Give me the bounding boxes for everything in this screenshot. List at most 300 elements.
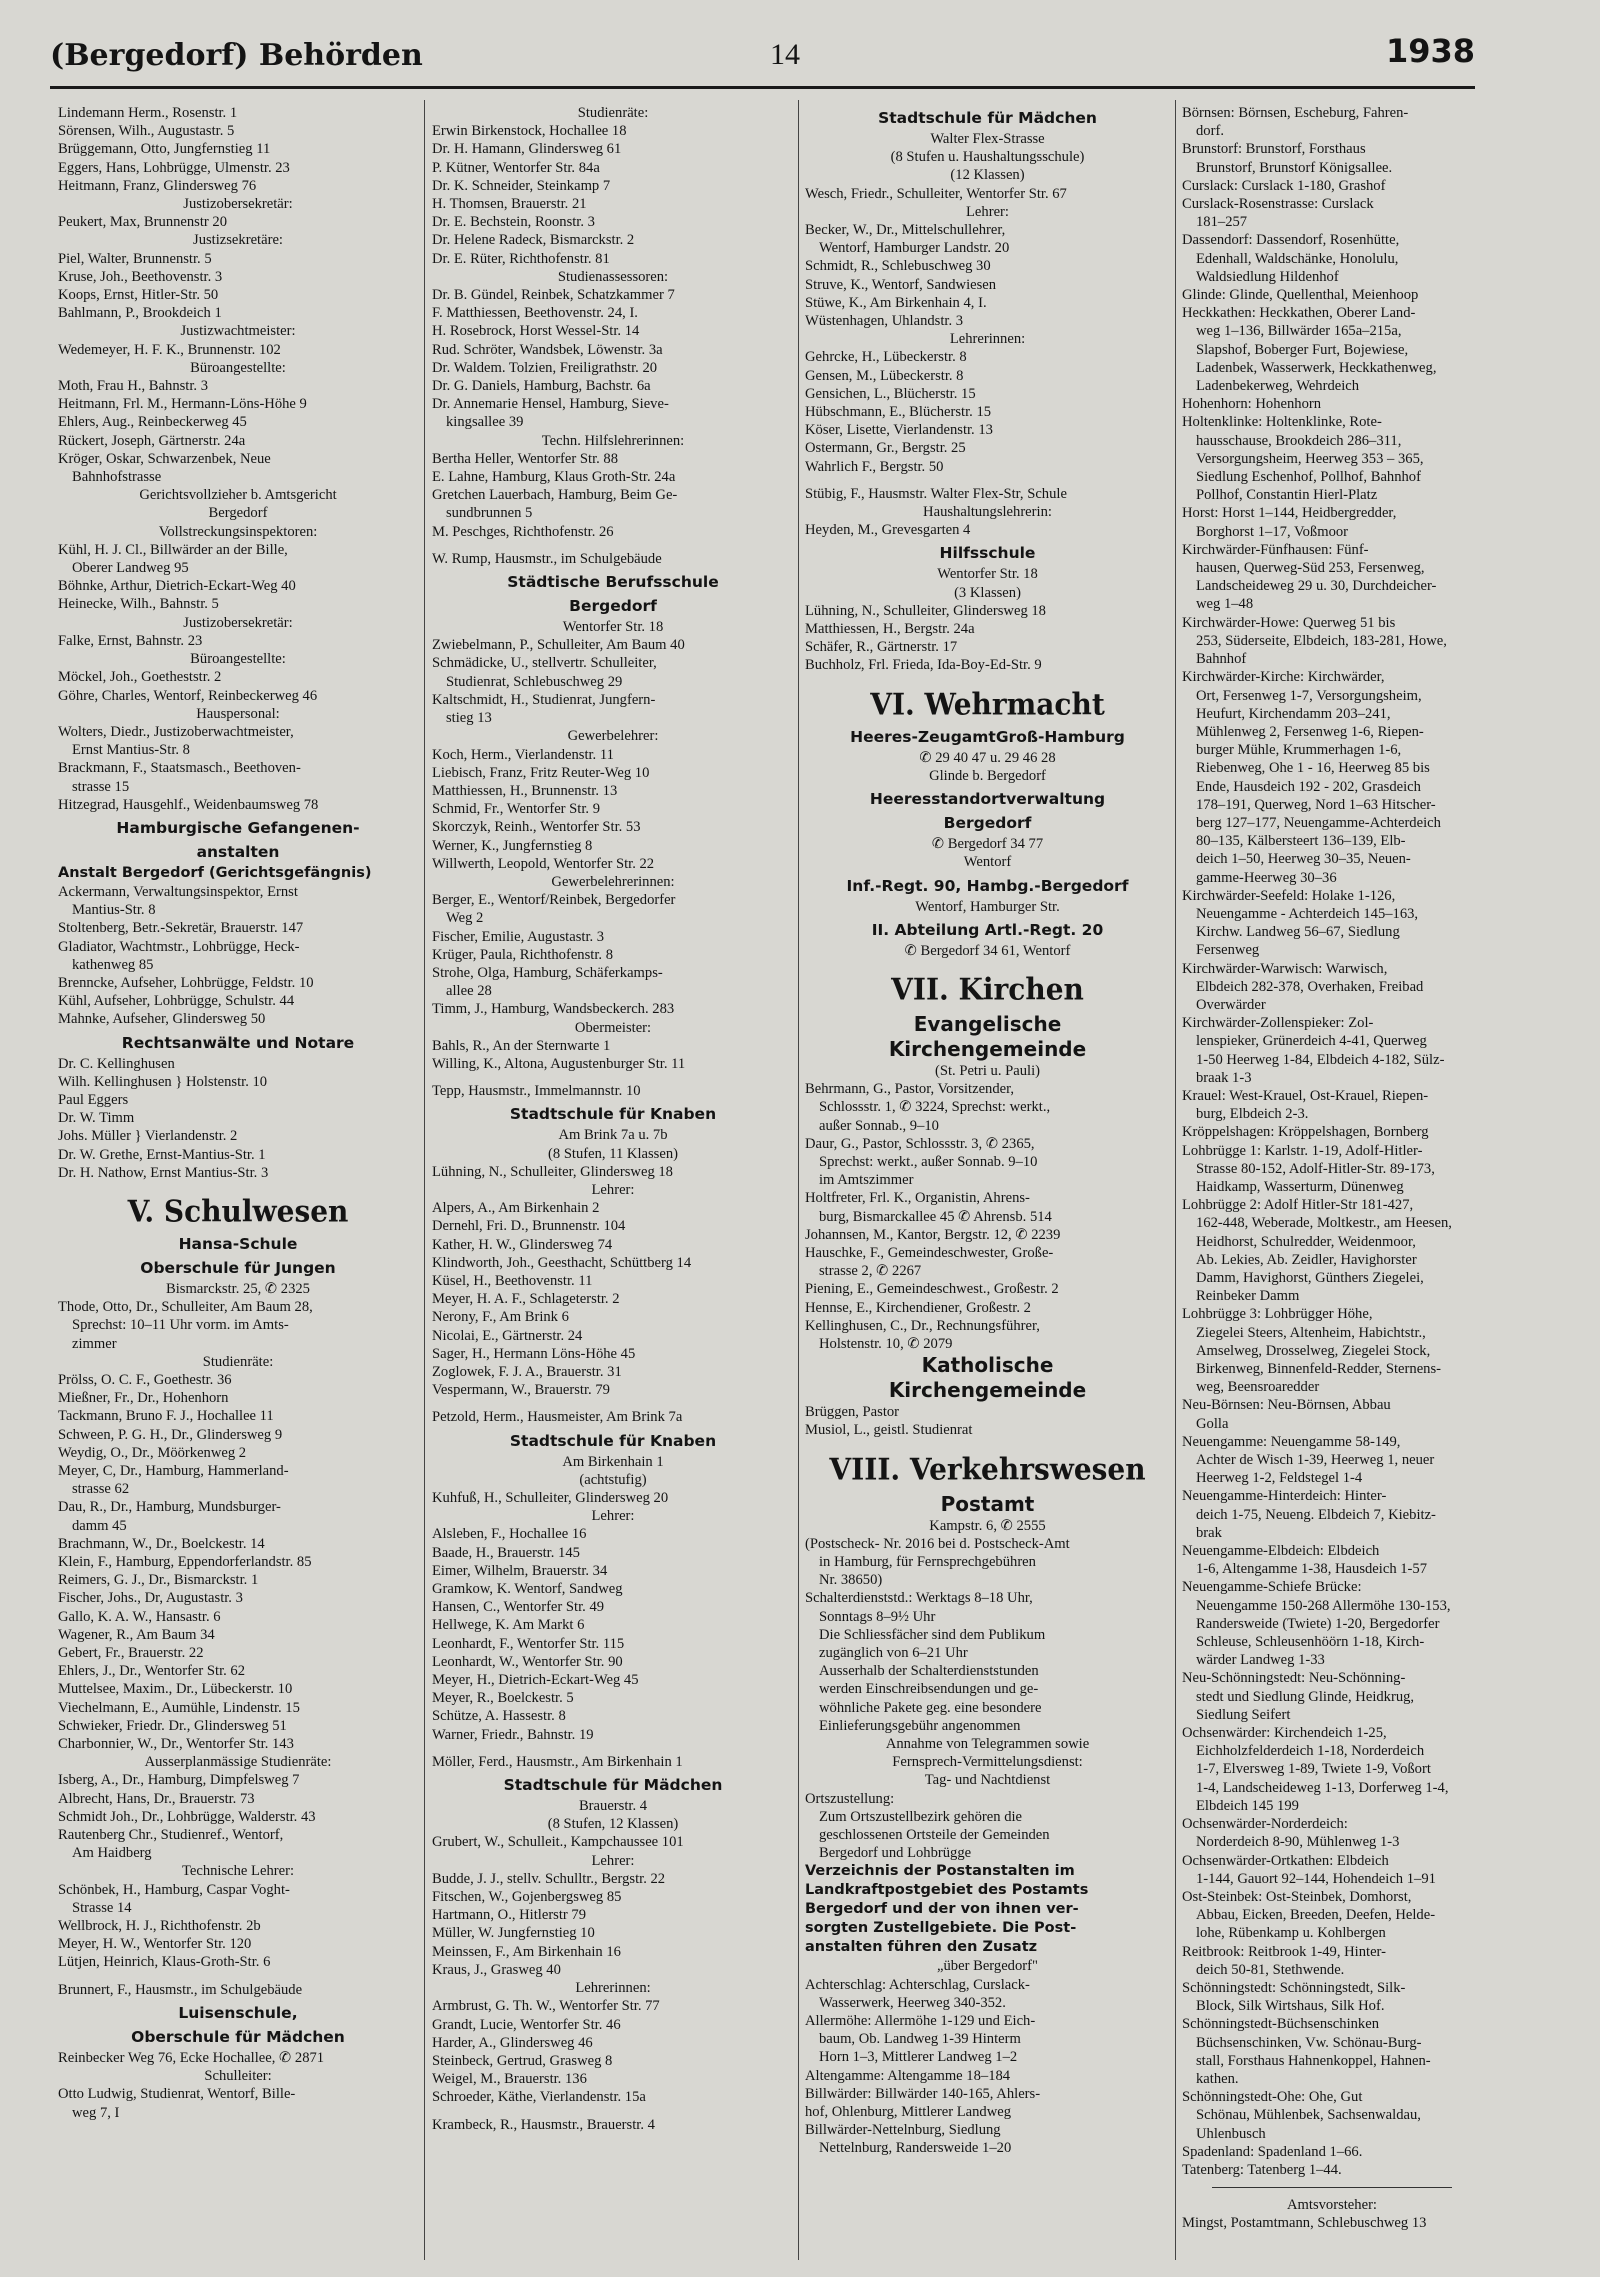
entry-continuation: 1-50 Heerweg 1-84, Elbdeich 4-182, Sülz- bbox=[1196, 1051, 1445, 1068]
subheading-line: Kampstr. 6, ✆ 2555 bbox=[929, 1517, 1046, 1534]
entry-line: Matthiessen, H., Bergstr. 24a bbox=[805, 621, 975, 638]
entry-line: Albrecht, Hans, Dr., Brauerstr. 73 bbox=[58, 1790, 255, 1807]
entry-line: Brenncke, Aufseher, Lohbrügge, Feldstr. 10 bbox=[58, 974, 314, 991]
subheading-line: Lehrer: bbox=[591, 1852, 635, 1869]
entry-continuation: hausen, Querweg-Süd 253, Fersenweg, bbox=[1196, 560, 1425, 577]
section-title: Oberschule für Jungen bbox=[140, 1258, 336, 1277]
chapter-title: VI. Wehrmacht bbox=[870, 686, 1105, 722]
entry-line: Dr. W. Timm bbox=[58, 1110, 135, 1127]
section-heading: (Bergedorf) Behörden bbox=[50, 38, 423, 73]
entry-continuation: stieg 13 bbox=[446, 710, 492, 727]
entry-line: Johannsen, M., Kantor, Bergstr. 12, ✆ 2239 bbox=[805, 1226, 1061, 1243]
spacer bbox=[58, 1972, 418, 1981]
entry-line: Dr. W. Grethe, Ernst-Mantius-Str. 1 bbox=[58, 1146, 266, 1163]
entry-line: Eggers, Hans, Lohbrügge, Ulmenstr. 23 bbox=[58, 159, 290, 176]
entry-continuation: Schlossstr. 1, ✆ 3224, Sprechst: werkt., bbox=[819, 1099, 1051, 1116]
entry-line: Wilh. Kellinghusen } Holstenstr. 10 bbox=[58, 1073, 268, 1090]
entry-line: Behrmann, G., Pastor, Vorsitzender, bbox=[805, 1081, 1015, 1098]
entry-line: Nerony, F., Am Brink 6 bbox=[432, 1309, 569, 1326]
entry-line: Möller, Ferd., Hausmstr., Am Birkenhain 1 bbox=[432, 1753, 683, 1770]
column-divider bbox=[424, 100, 425, 2260]
entry-line: Achterschlag: Achterschlag, Curslack- bbox=[805, 1976, 1030, 1993]
entry-line: Grubert, W., Schulleit., Kampchaussee 101 bbox=[432, 1834, 684, 1851]
entry-line: Willing, K., Altona, Augustenburger Str. 11 bbox=[432, 1055, 686, 1072]
entry-line: Kaltschmidt, H., Studienrat, Jungfern- bbox=[432, 691, 656, 708]
entry-line: Dr. H. Hamann, Glindersweg 61 bbox=[432, 141, 622, 158]
subheading-line: Haushaltungslehrerin: bbox=[923, 504, 1052, 521]
entry-line: Reinbecker Weg 76, Ecke Hochallee, ✆ 2871 bbox=[58, 2049, 325, 2066]
entry-line: Reimers, G. J., Dr., Bismarckstr. 1 bbox=[58, 1572, 259, 1589]
entry-line: Kühl, H. J. Cl., Billwärder an der Bille, bbox=[58, 541, 288, 558]
entry-continuation: Pollhof, Constantin Hierl-Platz bbox=[1196, 487, 1378, 504]
entry-line: Lohbrügge 3: Lohbrügger Höhe, bbox=[1182, 1306, 1373, 1323]
entry-continuation: 181–257 bbox=[1196, 214, 1248, 231]
entry-continuation: brak bbox=[1196, 1524, 1222, 1541]
subheading-line: Studienassessoren: bbox=[557, 268, 669, 285]
entry-line: Neu-Schönningstedt: Neu-Schönning- bbox=[1182, 1670, 1406, 1687]
entry-line: Dr. Annemarie Hensel, Hamburg, Sieve- bbox=[432, 396, 669, 413]
entry-line: Erwin Birkenstock, Hochallee 18 bbox=[432, 123, 627, 140]
chapter-title: VII. Kirchen bbox=[891, 971, 1084, 1008]
entry-line: Tackmann, Bruno F. J., Hochallee 11 bbox=[58, 1408, 274, 1425]
subheading-line: Lehrer: bbox=[591, 1181, 635, 1198]
entry-continuation: Siedlung Seifert bbox=[1196, 1706, 1291, 1723]
entry-line: Tepp, Hausmstr., Immelmannstr. 10 bbox=[432, 1083, 641, 1100]
entry-line: Heckkathen: Heckkathen, Oberer Land- bbox=[1182, 305, 1416, 322]
entry-continuation: zimmer bbox=[72, 1335, 117, 1352]
entry-line: Warner, Friedr., Bahnstr. 19 bbox=[432, 1726, 594, 1743]
column-1 bbox=[58, 104, 418, 2259]
entry-line: Baade, H., Brauerstr. 145 bbox=[432, 1544, 580, 1561]
entry-line: Köser, Lisette, Vierlandenstr. 13 bbox=[805, 422, 993, 439]
entry-line: Schönningstedt-Büchsenschinken bbox=[1182, 2016, 1379, 2033]
entry-line: Stüwe, K., Am Birkenhain 4, I. bbox=[805, 294, 987, 311]
entry-line: H. Thomsen, Brauerstr. 21 bbox=[432, 196, 587, 213]
entry-continuation: Reinbeker Damm bbox=[1196, 1288, 1300, 1305]
section-title: Hamburgische Gefangenen- bbox=[116, 818, 360, 837]
entry-continuation: Oberer Landweg 95 bbox=[72, 560, 189, 577]
subheading-line: Studienräte: bbox=[577, 105, 649, 121]
entry-continuation: Studienrat, Schlebuschweg 29 bbox=[446, 673, 623, 690]
entry-line: Bertha Heller, Wentorfer Str. 88 bbox=[432, 450, 619, 467]
entry-continuation: 1-6, Altengamme 1-38, Hausdeich 1-57 bbox=[1196, 1561, 1428, 1578]
entry-continuation: Ernst Mantius-Str. 8 bbox=[72, 742, 190, 759]
entry-continuation: werden Einschreibsendungen und ge- bbox=[819, 1681, 1039, 1698]
entry-line: Hohenhorn: Hohenhorn bbox=[1182, 396, 1322, 413]
entry-line: Eimer, Wilhelm, Brauerstr. 34 bbox=[432, 1562, 608, 1579]
entry-continuation: weg 1–48 bbox=[1196, 596, 1254, 613]
entry-line: Hartmann, O., Hitlerstr 79 bbox=[432, 1907, 587, 1924]
subheading-line: ✆ Bergedorf 34 77 bbox=[931, 836, 1044, 853]
subheading-line: Justizobersekretär: bbox=[183, 614, 293, 631]
entry-line: Dr. C. Kellinghusen bbox=[58, 1055, 175, 1072]
entry-line: Tatenberg: Tatenberg 1–44. bbox=[1182, 2161, 1342, 2178]
entry-line: Lohbrügge 2: Adolf Hitler-Str 181-427, bbox=[1182, 1197, 1414, 1214]
entry-line: Kirchwärder-Kirche: Kirchwärder, bbox=[1182, 669, 1385, 686]
entry-continuation: stall, Forsthaus Hahnenkoppel, Hahnen- bbox=[1196, 2052, 1431, 2069]
entry-line: Schwieker, Friedr. Dr., Glindersweg 51 bbox=[58, 1717, 287, 1734]
subheading-line: Am Birkenhain 1 bbox=[562, 1453, 664, 1470]
entry-continuation: Holstenstr. 10, ✆ 2079 bbox=[819, 1335, 953, 1352]
subheading-line: Justizobersekretär: bbox=[183, 196, 293, 213]
subheading-line: (achtstufig) bbox=[579, 1471, 647, 1488]
entry-line: Thode, Otto, Dr., Schulleiter, Am Baum 28, bbox=[58, 1299, 313, 1316]
column-2 bbox=[432, 104, 794, 2259]
subheading-line: Gewerbelehrerinnen: bbox=[551, 873, 675, 890]
entry-line: Mingst, Postamtmann, Schlebuschweg 13 bbox=[1182, 2215, 1427, 2232]
entry-line: Neu-Börnsen: Neu-Börnsen, Abbau bbox=[1182, 1397, 1391, 1414]
entry-continuation: Landscheideweg 29 u. 30, Durchdeicher- bbox=[1196, 578, 1437, 595]
entry-line: Kather, H. W., Glindersweg 74 bbox=[432, 1236, 613, 1253]
entry-line: Krambeck, R., Hausmstr., Brauerstr. 4 bbox=[432, 2116, 655, 2133]
entry-line: Fischer, Emilie, Augustastr. 3 bbox=[432, 928, 605, 945]
subheading-line: Fernsprech-Vermittelungsdienst: bbox=[892, 1754, 1083, 1771]
entry-line: Ostermann, Gr., Bergstr. 25 bbox=[805, 440, 966, 457]
subheading-line: Büroangestellte: bbox=[190, 359, 286, 376]
section-title: Oberschule für Mädchen bbox=[131, 2027, 345, 2046]
section-title: Rechtsanwälte und Notare bbox=[121, 1033, 355, 1052]
entry-line: Liebisch, Franz, Fritz Reuter-Weg 10 bbox=[432, 764, 650, 781]
subheading-line: Büroangestellte: bbox=[190, 651, 286, 668]
entry-continuation: Bergedorf und Lohbrügge bbox=[819, 1845, 972, 1862]
entry-line: Bahls, R., An der Sternwarte 1 bbox=[432, 1037, 611, 1054]
entry-line: Gensichen, L., Blücherstr. 15 bbox=[805, 385, 976, 402]
subheading-line: Brauerstr. 4 bbox=[578, 1798, 648, 1815]
entry-line: Schalterdienststd.: Werktags 8–18 Uhr, bbox=[805, 1590, 1033, 1607]
entry-line: P. Kütner, Wentorfer Str. 84a bbox=[432, 159, 600, 176]
entry-line: Alpers, A., Am Birkenhain 2 bbox=[432, 1200, 600, 1217]
entry-continuation: weg 7, I bbox=[72, 2104, 120, 2121]
entry-line: Brunstorf: Brunstorf, Forsthaus bbox=[1182, 141, 1366, 158]
entry-line: Kirchwärder-Seefeld: Holake 1-126, bbox=[1182, 887, 1396, 904]
subheading-line: Lehrer: bbox=[591, 1508, 635, 1525]
section-title: Stadtschule für Knaben bbox=[509, 1105, 717, 1124]
entry-continuation: Bahnhofstrasse bbox=[72, 469, 162, 486]
entry-continuation: kathen. bbox=[1196, 2070, 1239, 2087]
entry-continuation: Achter de Wisch 1-39, Heerweg 1, neuer bbox=[1196, 1452, 1435, 1469]
subheading-line: Vollstreckungsinspektoren: bbox=[158, 523, 318, 540]
entry-line: Wesch, Friedr., Schulleiter, Wentorfer Str. 67 bbox=[805, 185, 1067, 202]
entry-continuation: burg, Bismarckallee 45 ✆ Ahrensb. 514 bbox=[819, 1208, 1052, 1225]
entry-continuation: weg, Beensroaredder bbox=[1196, 1379, 1320, 1396]
entry-continuation: Golla bbox=[1196, 1415, 1229, 1432]
entry-line: Skorczyk, Reinh., Wentorfer Str. 53 bbox=[432, 819, 641, 836]
entry-line: Gebert, Fr., Brauerstr. 22 bbox=[58, 1645, 204, 1662]
entry-continuation: Weg 2 bbox=[446, 910, 484, 927]
entry-line: Johs. Müller } Vierlandenstr. 2 bbox=[58, 1128, 238, 1145]
entry-line: Gramkow, K. Wentorf, Sandweg bbox=[432, 1581, 623, 1598]
entry-continuation: burg, Elbdeich 2-3. bbox=[1196, 1106, 1309, 1123]
subheading-line: Justizwachtmeister: bbox=[180, 323, 296, 340]
entry-line: Reitbrook: Reitbrook 1-49, Hinter- bbox=[1182, 1943, 1386, 1960]
section-title: Kirchengemeinde bbox=[888, 1378, 1087, 1403]
entry-line: Hennse, E., Kirchendiener, Großestr. 2 bbox=[805, 1299, 1031, 1316]
entry-line: Holtenklinke: Holtenklinke, Rote- bbox=[1182, 414, 1382, 431]
entry-line: Meyer, H., Dietrich-Eckart-Weg 45 bbox=[432, 1672, 639, 1689]
year-label: 1938 bbox=[1385, 32, 1475, 70]
subheading-line: Bergedorf bbox=[208, 505, 268, 522]
bold-line: Anstalt Bergedorf (Gerichtsgefängnis) bbox=[58, 864, 372, 881]
entry-continuation: Block, Silk Wirtshaus, Silk Hof. bbox=[1196, 1998, 1385, 2015]
entry-line: Curslack: Curslack 1-180, Grashof bbox=[1182, 177, 1386, 194]
entry-continuation: Randersweide (Twiete) 1-20, Bergedorfer bbox=[1196, 1615, 1440, 1632]
entry-line: Heinecke, Wilh., Bahnstr. 5 bbox=[58, 596, 219, 613]
entry-continuation: Ladenbekerweg, Wehrdeich bbox=[1196, 378, 1360, 395]
entry-line: Schönbek, H., Hamburg, Caspar Voght- bbox=[58, 1881, 290, 1898]
entry-continuation: Uhlenbusch bbox=[1196, 2125, 1266, 2142]
entry-line: Fischer, Johs., Dr, Augustastr. 3 bbox=[58, 1590, 243, 1607]
entry-line: Gladiator, Wachtmstr., Lohbrügge, Heck- bbox=[58, 938, 300, 955]
entry-line: Lohbrügge 1: Karlstr. 1-19, Adolf-Hitler- bbox=[1182, 1142, 1423, 1159]
entry-line: Sörensen, Wilh., Augustastr. 5 bbox=[58, 123, 235, 140]
entry-line: Muttelsee, Maxim., Dr., Lübeckerstr. 10 bbox=[58, 1681, 293, 1698]
entry-line: Meyer, C, Dr., Hamburg, Hammerland- bbox=[58, 1463, 289, 1479]
section-title: Hansa-Schule bbox=[178, 1234, 298, 1253]
entry-line: Böhnke, Arthur, Dietrich-Eckart-Weg 40 bbox=[58, 578, 296, 595]
subheading-line: Annahme von Telegrammen sowie bbox=[885, 1736, 1090, 1752]
entry-line: Kruse, Joh., Beethovenstr. 3 bbox=[58, 268, 223, 285]
entry-line: Petzold, Herm., Hausmeister, Am Brink 7a bbox=[432, 1409, 683, 1426]
entry-continuation: Bahnhof bbox=[1196, 651, 1247, 668]
entry-continuation: Zum Ortszustellbezirk gehören die bbox=[819, 1808, 1023, 1825]
entry-continuation: außer Sonnab., 9–10 bbox=[819, 1117, 939, 1134]
entry-line: Krüger, Paula, Richthofenstr. 8 bbox=[432, 946, 613, 963]
entry-line: Mießner, Fr., Dr., Hohenhorn bbox=[58, 1390, 229, 1407]
spacer bbox=[432, 2107, 794, 2116]
entry-line: Ehlers, J., Dr., Wentorfer Str. 62 bbox=[58, 1663, 246, 1680]
entry-line: W. Rump, Hausmstr., im Schulgebäude bbox=[432, 550, 662, 567]
entry-line: Kirchwärder-Zollenspieker: Zol- bbox=[1182, 1015, 1374, 1032]
entry-line: Zwiebelmann, P., Schulleiter, Am Baum 40 bbox=[432, 637, 685, 654]
subheading-line: Wentorf bbox=[963, 854, 1012, 871]
entry-line: Dernehl, Fri. D., Brunnenstr. 104 bbox=[432, 1218, 626, 1235]
entry-line: Armbrust, G. Th. W., Wentorfer Str. 77 bbox=[432, 1998, 660, 2015]
column-4 bbox=[1182, 104, 1482, 2259]
entry-line: Horst: Horst 1–144, Heidbergredder, bbox=[1182, 505, 1397, 522]
entry-line: Hitzegrad, Hausgehlf., Weidenbaumsweg 78 bbox=[58, 796, 319, 813]
entry-continuation: berg 127–177, Neuengamme-Achterdeich bbox=[1196, 814, 1441, 831]
entry-line: Schönningstedt-Ohe: Ohe, Gut bbox=[1182, 2089, 1363, 2106]
entry-continuation: 1-7, Elversweg 1-89, Twiete 1-9, Voßort bbox=[1196, 1761, 1431, 1778]
subheading-line: ✆ Bergedorf 34 61, Wentorf bbox=[904, 942, 1071, 959]
entry-continuation: Haidkamp, Wasserturm, Dünenweg bbox=[1196, 1178, 1404, 1195]
spacer bbox=[805, 476, 1170, 485]
section-title: Heeres-ZeugamtGroß-Hamburg bbox=[850, 727, 1125, 746]
entry-line: Dr. E. Bechstein, Roonstr. 3 bbox=[432, 214, 595, 231]
entry-line: Dr. H. Nathow, Ernst Mantius-Str. 3 bbox=[58, 1164, 269, 1181]
entry-line: Schmidt, R., Schlebuschweg 30 bbox=[805, 258, 991, 275]
entry-line: Krauel: West-Krauel, Ost-Krauel, Riepen- bbox=[1182, 1087, 1429, 1104]
spacer bbox=[432, 1073, 794, 1082]
chapter-title: VIII. Verkehrswesen bbox=[829, 1451, 1146, 1487]
entry-line: Börnsen: Börnsen, Escheburg, Fahren- bbox=[1182, 105, 1409, 121]
entry-line: Budde, J. J., stellv. Schulltr., Bergstr. 22 bbox=[432, 1870, 666, 1887]
entry-line: Neuengamme-Hinterdeich: Hinter- bbox=[1182, 1488, 1387, 1505]
entry-line: Otto Ludwig, Studienrat, Wentorf, Bille- bbox=[58, 2086, 296, 2103]
entry-line: Rautenberg Chr., Studienref., Wentorf, bbox=[58, 1827, 284, 1844]
subheading-line: Walter Flex-Strasse bbox=[930, 131, 1045, 147]
bold-line: anstalten führen den Zusatz bbox=[805, 1939, 1038, 1956]
subheading-line: Gewerbelehrer: bbox=[567, 728, 659, 745]
entry-line: Schmidt Joh., Dr., Lohbrügge, Walderstr. 43 bbox=[58, 1808, 316, 1825]
page-header bbox=[50, 26, 1475, 89]
entry-line: Dr. K. Schneider, Steinkamp 7 bbox=[432, 177, 611, 194]
entry-continuation: Ab. Lekies, Ab. Zeidler, Havighorster bbox=[1196, 1251, 1417, 1268]
section-title: anstalten bbox=[196, 842, 280, 861]
entry-line: Ochsenwärder-Norderdeich: bbox=[1182, 1816, 1348, 1833]
entry-line: Billwärder-Nettelnburg, Siedlung bbox=[805, 2122, 1001, 2139]
entry-continuation: wärder Landweg 1-33 bbox=[1196, 1652, 1325, 1669]
section-title: Postamt bbox=[940, 1491, 1035, 1516]
entry-line: Ortszustellung: bbox=[805, 1790, 895, 1807]
entry-continuation: 162-448, Weberade, Moltkestr., am Heesen, bbox=[1196, 1215, 1452, 1232]
section-title: Bergedorf bbox=[943, 814, 1032, 833]
entry-continuation: strasse 2, ✆ 2267 bbox=[819, 1263, 922, 1280]
entry-line: Kirchwärder-Fünfhausen: Fünf- bbox=[1182, 541, 1369, 558]
entry-line: Lühning, N., Schulleiter, Glindersweg 18 bbox=[805, 602, 1046, 619]
entry-continuation: burger Mühle, Krummerhagen 1-6, bbox=[1196, 742, 1402, 759]
entry-line: Hansen, C., Wentorfer Str. 49 bbox=[432, 1599, 605, 1616]
entry-line: Struve, K., Wentorf, Sandwiesen bbox=[805, 276, 997, 293]
entry-line: hof, Ohlenburg, Mittlerer Landweg bbox=[805, 2104, 1012, 2121]
entry-line: Paul Eggers bbox=[58, 1091, 129, 1108]
entry-line: Brüggemann, Otto, Jungfernstieg 11 bbox=[58, 141, 271, 158]
entry-line: Gehrcke, H., Lübeckerstr. 8 bbox=[805, 349, 967, 366]
entry-line: Dr. G. Daniels, Hamburg, Bachstr. 6a bbox=[432, 378, 651, 395]
subheading-line: Obermeister: bbox=[574, 1019, 652, 1036]
entry-line: Kraus, J., Grasweg 40 bbox=[432, 1961, 561, 1978]
entry-line: Leonhardt, W., Wentorfer Str. 90 bbox=[432, 1653, 623, 1670]
entry-continuation: 80–135, Kälbersteert 136–139, Elb- bbox=[1196, 833, 1406, 850]
entry-line: Meyer, R., Boelckestr. 5 bbox=[432, 1690, 574, 1707]
section-title: Inf.-Regt. 90, Hambg.-Bergedorf bbox=[846, 876, 1129, 895]
entry-line: Nicolai, E., Gärtnerstr. 24 bbox=[432, 1327, 583, 1344]
entry-line: Spadenland: Spadenland 1–66. bbox=[1182, 2143, 1363, 2160]
entry-continuation: Brunstorf, Brunstorf Königsallee. bbox=[1196, 159, 1393, 176]
entry-continuation: Ende, Hausdeich 192 - 202, Grasdeich bbox=[1196, 778, 1421, 795]
chapter-title: V. Schulwesen bbox=[127, 1193, 349, 1230]
entry-line: Schmid, Fr., Wentorfer Str. 9 bbox=[432, 801, 600, 818]
entry-line: Ehlers, Aug., Reinbeckerweg 45 bbox=[58, 414, 247, 431]
entry-line: Schönningstedt: Schönningstedt, Silk- bbox=[1182, 1979, 1406, 1996]
entry-continuation: Ladenbek, Wasserwerk, Heckkathenweg, bbox=[1196, 359, 1437, 376]
entry-line: Lindemann Herm., Rosenstr. 1 bbox=[58, 105, 238, 121]
entry-continuation: weg 1–136, Billwärder 165a–215a, bbox=[1196, 323, 1402, 340]
entry-continuation: braak 1-3 bbox=[1196, 1069, 1252, 1086]
entry-continuation: Schönau, Mühlenbek, Sachsenwaldau, bbox=[1196, 2107, 1421, 2124]
entry-continuation: Neuengamme 150-268 Allermöhe 130-153, bbox=[1196, 1597, 1451, 1614]
entry-continuation: lohe, Rübenkamp u. Kohlbergen bbox=[1196, 1925, 1386, 1942]
entry-line: M. Peschges, Richthofenstr. 26 bbox=[432, 523, 614, 540]
entry-line: Wolters, Diedr., Justizoberwachtmeister, bbox=[58, 723, 294, 740]
entry-continuation: zugänglich von 6–21 Uhr bbox=[819, 1644, 968, 1661]
entry-continuation: Elbdeich 282-378, Overhaken, Freibad bbox=[1196, 978, 1424, 995]
section-title: Bergedorf bbox=[569, 597, 657, 616]
subheading-line: Wentorfer Str. 18 bbox=[562, 619, 664, 636]
entry-line: Wahrlich F., Bergstr. 50 bbox=[805, 458, 944, 475]
entry-line: Schütze, A. Hassestr. 8 bbox=[432, 1708, 566, 1725]
entry-continuation: Riebenweg, Ohe 1 - 16, Heerweg 85 bis bbox=[1196, 760, 1430, 777]
entry-line: Viechelmann, E., Aumühle, Lindenstr. 15 bbox=[58, 1699, 300, 1716]
entry-continuation: Sonntags 8–9½ Uhr bbox=[819, 1608, 936, 1625]
entry-line: Wellbrock, H. J., Richthofenstr. 2b bbox=[58, 1918, 261, 1935]
entry-line: Glinde: Glinde, Quellenthal, Meienhoop bbox=[1182, 287, 1419, 304]
subheading-line: Hauspersonal: bbox=[196, 705, 280, 722]
entry-line: Ost-Steinbek: Ost-Steinbek, Domhorst, bbox=[1182, 1888, 1412, 1905]
entry-line: Koch, Herm., Vierlandenstr. 11 bbox=[432, 746, 614, 763]
subheading-line: „über Bergedorf" bbox=[937, 1958, 1038, 1975]
entry-line: Heitmann, Franz, Glindersweg 76 bbox=[58, 177, 257, 194]
section-title: Stadtschule für Mädchen bbox=[878, 109, 1097, 127]
entry-line: Daur, G., Pastor, Schlossstr. 3, ✆ 2365, bbox=[805, 1135, 1035, 1152]
section-title: Stadtschule für Knaben bbox=[509, 1431, 717, 1450]
entry-continuation: kathenweg 85 bbox=[72, 956, 154, 973]
entry-line: Harder, A., Glindersweg 46 bbox=[432, 2034, 593, 2051]
subheading-line: (8 Stufen u. Haushaltungsschule) bbox=[890, 149, 1085, 166]
column-3 bbox=[805, 104, 1170, 2259]
subheading-line: Lehrer: bbox=[966, 203, 1009, 220]
entry-line: Küsel, H., Beethovenstr. 11 bbox=[432, 1272, 593, 1289]
column-divider bbox=[798, 100, 799, 2260]
entry-continuation: Schleuse, Schleusenhöörn 1-18, Kirch- bbox=[1196, 1634, 1425, 1651]
subheading-line: Ausserplanmässige Studienräte: bbox=[144, 1754, 332, 1771]
entry-line: Ochsenwärder-Ortkathen: Elbdeich bbox=[1182, 1852, 1389, 1869]
entry-line: Charbonnier, W., Dr., Wentorfer Str. 143 bbox=[58, 1736, 294, 1753]
entry-continuation: geschlossenen Ortsteile der Gemeinden bbox=[819, 1827, 1050, 1844]
entry-line: Hellwege, K. Am Markt 6 bbox=[432, 1617, 585, 1634]
entry-line: Rückert, Joseph, Gärtnerstr. 24a bbox=[58, 432, 246, 449]
entry-line: Brackmann, F., Staatsmasch., Beethoven- bbox=[58, 760, 301, 777]
entry-line: Bahlmann, P., Brookdeich 1 bbox=[58, 305, 222, 322]
section-title: Kirchengemeinde bbox=[888, 1036, 1087, 1061]
subheading-line: Lehrerinnen: bbox=[949, 331, 1026, 348]
entry-line: Schween, P. G. H., Dr., Glindersweg 9 bbox=[58, 1426, 283, 1443]
entry-line: Dr. Waldem. Tolzien, Freiligrathstr. 20 bbox=[432, 359, 658, 376]
entry-continuation: deich 1-75, Neueng. Elbdeich 7, Kiebitz- bbox=[1196, 1506, 1436, 1523]
section-title: Evangelische bbox=[913, 1011, 1062, 1036]
entry-continuation: gamme-Heerweg 30–36 bbox=[1196, 869, 1337, 886]
entry-line: Piening, E., Gemeindeschwest., Großestr. 2 bbox=[805, 1281, 1059, 1298]
entry-continuation: Overwärder bbox=[1196, 996, 1266, 1013]
entry-line: Müller, W. Jungfernstieg 10 bbox=[432, 1925, 595, 1942]
entry-continuation: Wasserwerk, Heerweg 340-352. bbox=[819, 1994, 1006, 2011]
entry-line: Matthiessen, H., Brunnenstr. 13 bbox=[432, 782, 618, 799]
entry-continuation: 1-4, Landscheideweg 1-13, Dorferweg 1-4, bbox=[1196, 1779, 1449, 1796]
entry-continuation: im Amtszimmer bbox=[819, 1172, 914, 1189]
subheading-line: Amtsvorsteher: bbox=[1287, 2197, 1377, 2214]
entry-continuation: sundbrunnen 5 bbox=[446, 505, 533, 522]
entry-line: Billwärder: Billwärder 140-165, Ahlers- bbox=[805, 2085, 1041, 2102]
entry-line: Göhre, Charles, Wentorf, Reinbeckerweg 46 bbox=[58, 687, 318, 704]
entry-continuation: Sprechst: werkt., außer Sonnab. 9–10 bbox=[819, 1153, 1038, 1170]
entry-line: Zoglowek, F. J. A., Brauerstr. 31 bbox=[432, 1364, 622, 1380]
entry-line: Steinbeck, Gertrud, Grasweg 8 bbox=[432, 2052, 613, 2069]
entry-line: Sager, H., Hermann Löns-Höhe 45 bbox=[432, 1345, 636, 1362]
subheading-line: Studienräte: bbox=[202, 1353, 274, 1370]
entry-line: Holtfreter, Frl. K., Organistin, Ahrens- bbox=[805, 1190, 1030, 1207]
entry-continuation: Nettelnburg, Randersweide 1–20 bbox=[819, 2140, 1012, 2157]
entry-line: Dr. Helene Radeck, Bismarckstr. 2 bbox=[432, 232, 635, 249]
entry-continuation: Slapshof, Boberger Furt, Bojewiese, bbox=[1196, 341, 1409, 358]
entry-continuation: Eichholzfelderdeich 1-18, Norderdeich bbox=[1196, 1743, 1425, 1760]
spacer bbox=[432, 1744, 794, 1753]
section-title: Hilfsschule bbox=[939, 544, 1036, 563]
entry-continuation: Büchsenschinken, Vw. Schönau-Burg- bbox=[1196, 2034, 1422, 2051]
entry-continuation: Fersenweg bbox=[1196, 942, 1260, 959]
entry-continuation: deich 1–50, Heerweg 30–35, Neuen- bbox=[1196, 851, 1411, 868]
entry-line: Meyer, H. W., Wentorfer Str. 120 bbox=[58, 1936, 252, 1953]
entry-continuation: Norderdeich 8-90, Mühlenweg 1-3 bbox=[1196, 1834, 1400, 1851]
